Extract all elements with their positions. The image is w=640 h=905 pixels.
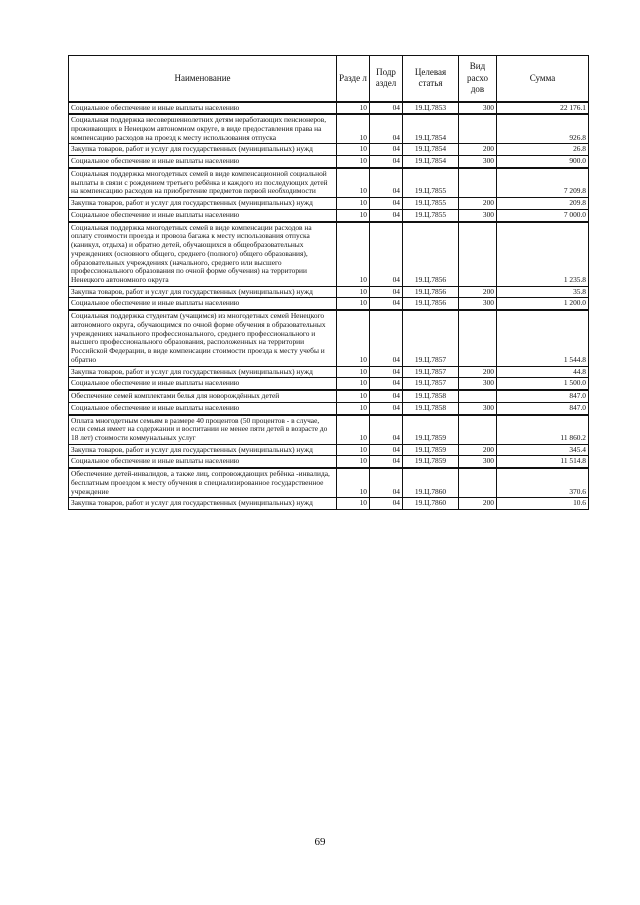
table-row [69, 222, 589, 287]
cell-sum: 209.8 [497, 198, 589, 210]
cell-subsection: 04 [370, 209, 403, 221]
cell-section: 10 [337, 378, 370, 390]
cell-subsection: 04 [370, 102, 403, 115]
cell-section: 10 [337, 366, 370, 378]
cell-kind [459, 310, 497, 366]
table-body [69, 102, 589, 510]
cell-subsection: 04 [370, 468, 403, 498]
cell-sum: 1 235.8 [497, 222, 589, 287]
cell-kind: 300 [459, 456, 497, 468]
cell-kind: 200 [459, 444, 497, 456]
cell-sum: 1 200.0 [497, 298, 589, 310]
cell-article: 19.Ц.7859 [403, 444, 459, 456]
header-kind: Вид расхо дов [459, 56, 497, 102]
cell-subsection: 04 [370, 366, 403, 378]
header-name: Наименование [69, 56, 337, 102]
cell-article: 19.Ц.7857 [403, 378, 459, 390]
table-row [69, 498, 589, 510]
table-row [69, 456, 589, 468]
cell-section: 10 [337, 286, 370, 298]
table-row [69, 298, 589, 310]
cell-subsection: 04 [370, 415, 403, 445]
cell-article: 19.Ц.7853 [403, 102, 459, 115]
table-header-row [69, 56, 589, 102]
budget-table [68, 55, 589, 510]
cell-name: Закупка товаров, работ и услуг для государственных (муниципальных) нужд [69, 444, 337, 456]
cell-kind: 200 [459, 286, 497, 298]
cell-section: 10 [337, 114, 370, 144]
cell-section: 10 [337, 390, 370, 402]
cell-subsection: 04 [370, 168, 403, 198]
table-row [69, 390, 589, 402]
cell-kind: 300 [459, 298, 497, 310]
cell-name: Социальное обеспечение и иные выплаты населению [69, 456, 337, 468]
cell-kind: 300 [459, 209, 497, 221]
cell-name: Социальное обеспечение и иные выплаты населению [69, 402, 337, 414]
cell-sum: 22 176.1 [497, 102, 589, 115]
cell-section: 10 [337, 222, 370, 287]
cell-section: 10 [337, 168, 370, 198]
cell-kind: 200 [459, 498, 497, 510]
cell-name: Социальная поддержка студентам (учащимся) из многодетных семей Ненецкого автономного округа, обучающимся по очной форме обучения в образовательных учреждениях начального профессионального, среднего профессионального и высшего профессионального образования, расположенных на территории Российской Федерации, в виде компенсации стоимости проезда к месту учебы и обратно [69, 310, 337, 366]
cell-subsection: 04 [370, 378, 403, 390]
table-row [69, 286, 589, 298]
cell-name: Социальное обеспечение и иные выплаты населению [69, 156, 337, 168]
cell-sum: 847.0 [497, 402, 589, 414]
cell-name: Закупка товаров, работ и услуг для государственных (муниципальных) нужд [69, 144, 337, 156]
cell-subsection: 04 [370, 456, 403, 468]
cell-name: Социальное обеспечение и иные выплаты населению [69, 298, 337, 310]
page-number: 69 [314, 836, 326, 848]
cell-subsection: 04 [370, 390, 403, 402]
cell-section: 10 [337, 156, 370, 168]
cell-section: 10 [337, 402, 370, 414]
cell-article: 19.Ц.7854 [403, 114, 459, 144]
budget-table-container [68, 55, 588, 510]
table-row [69, 468, 589, 498]
cell-name: Социальная поддержка многодетных семей в виде компенсационной социальной выплаты в связи с рождением третьего ребёнка и каждого из последующих детей на компенсацию расходов на приобретение предметов первой необходимости [69, 168, 337, 198]
cell-sum: 1 500.0 [497, 378, 589, 390]
cell-sum: 35.8 [497, 286, 589, 298]
cell-sum: 900.0 [497, 156, 589, 168]
cell-article: 19.Ц.7858 [403, 402, 459, 414]
cell-article: 19.Ц.7855 [403, 198, 459, 210]
cell-section: 10 [337, 209, 370, 221]
cell-name: Обеспечение детей-инвалидов, а также лиц, сопровождающих ребёнка -инвалида, бесплатным проездом к месту обучения в специализированное государственное учреждение [69, 468, 337, 498]
cell-subsection: 04 [370, 286, 403, 298]
table-row [69, 402, 589, 414]
cell-article: 19.Ц.7854 [403, 156, 459, 168]
cell-section: 10 [337, 144, 370, 156]
cell-sum: 7 209.8 [497, 168, 589, 198]
table-row [69, 168, 589, 198]
cell-section: 10 [337, 498, 370, 510]
cell-kind: 200 [459, 144, 497, 156]
cell-sum: 7 000.0 [497, 209, 589, 221]
cell-subsection: 04 [370, 498, 403, 510]
table-row [69, 156, 589, 168]
cell-kind [459, 390, 497, 402]
table-row [69, 415, 589, 445]
cell-name: Оплата многодетным семьям в размере 40 процентов (50 процентов - в случае, если семья имеет на содержании и воспитании не менее пяти детей в возрасте до 18 лет) стоимости коммунальных услуг [69, 415, 337, 445]
cell-article: 19.Ц.7860 [403, 468, 459, 498]
header-subsection: Подр аздел [370, 56, 403, 102]
cell-section: 10 [337, 415, 370, 445]
header-article: Целевая статья [403, 56, 459, 102]
cell-subsection: 04 [370, 114, 403, 144]
table-row [69, 198, 589, 210]
table-row [69, 378, 589, 390]
cell-section: 10 [337, 198, 370, 210]
cell-sum: 847.0 [497, 390, 589, 402]
cell-kind: 200 [459, 198, 497, 210]
cell-article: 19.Ц.7854 [403, 144, 459, 156]
cell-section: 10 [337, 310, 370, 366]
cell-kind [459, 114, 497, 144]
cell-subsection: 04 [370, 198, 403, 210]
cell-subsection: 04 [370, 298, 403, 310]
table-row [69, 102, 589, 115]
cell-sum: 926.8 [497, 114, 589, 144]
cell-name: Закупка товаров, работ и услуг для государственных (муниципальных) нужд [69, 198, 337, 210]
cell-article: 19.Ц.7857 [403, 310, 459, 366]
cell-section: 10 [337, 298, 370, 310]
cell-article: 19.Ц.7857 [403, 366, 459, 378]
cell-kind: 300 [459, 402, 497, 414]
cell-section: 10 [337, 102, 370, 115]
cell-name: Социальное обеспечение и иные выплаты населению [69, 209, 337, 221]
cell-name: Обеспечение семей комплектами белья для новорождённых детей [69, 390, 337, 402]
table-row [69, 310, 589, 366]
cell-article: 19.Ц.7860 [403, 498, 459, 510]
cell-subsection: 04 [370, 144, 403, 156]
header-section: Разде л [337, 56, 370, 102]
cell-kind [459, 222, 497, 287]
cell-sum: 11 860.2 [497, 415, 589, 445]
table-row [69, 366, 589, 378]
cell-kind: 300 [459, 156, 497, 168]
table-row [69, 444, 589, 456]
cell-section: 10 [337, 444, 370, 456]
cell-article: 19.Ц.7859 [403, 415, 459, 445]
cell-section: 10 [337, 468, 370, 498]
cell-article: 19.Ц.7856 [403, 222, 459, 287]
cell-kind: 300 [459, 102, 497, 115]
cell-subsection: 04 [370, 222, 403, 287]
cell-kind [459, 415, 497, 445]
table-row [69, 209, 589, 221]
cell-article: 19.Ц.7856 [403, 286, 459, 298]
cell-sum: 26.8 [497, 144, 589, 156]
header-sum: Сумма [497, 56, 589, 102]
cell-subsection: 04 [370, 444, 403, 456]
cell-name: Социальное обеспечение и иные выплаты населению [69, 378, 337, 390]
cell-kind [459, 168, 497, 198]
cell-article: 19.Ц.7855 [403, 209, 459, 221]
cell-sum: 44.8 [497, 366, 589, 378]
cell-kind [459, 468, 497, 498]
table-row [69, 114, 589, 144]
cell-name: Социальное обеспечение и иные выплаты населению [69, 102, 337, 115]
cell-article: 19.Ц.7858 [403, 390, 459, 402]
cell-sum: 1 544.8 [497, 310, 589, 366]
cell-name: Закупка товаров, работ и услуг для государственных (муниципальных) нужд [69, 366, 337, 378]
cell-article: 19.Ц.7859 [403, 456, 459, 468]
cell-name: Социальная поддержка многодетных семей в виде компенсации расходов на оплату стоимости проезда и провоза багажа к месту использования отпуска (каникул, отдыха) и обратно детей, обучающихся в общеобразовательных учреждениях (основного общего, среднего (полного) общего образования), образовательных учреждениях (начального, среднего или высшего профессионального образования по очной форме обучения) на территории Ненецкого автономного округа [69, 222, 337, 287]
cell-name: Социальная поддержка несовершеннолетних детям неработающих пенсионеров, проживающих в Ненецком автономном округе, в виде предоставления права на компенсацию расходов на проезд к месту использования отпуска [69, 114, 337, 144]
cell-sum: 10.6 [497, 498, 589, 510]
cell-section: 10 [337, 456, 370, 468]
cell-article: 19.Ц.7856 [403, 298, 459, 310]
cell-subsection: 04 [370, 310, 403, 366]
cell-subsection: 04 [370, 402, 403, 414]
cell-subsection: 04 [370, 156, 403, 168]
cell-kind: 300 [459, 378, 497, 390]
cell-article: 19.Ц.7855 [403, 168, 459, 198]
table-row [69, 144, 589, 156]
cell-sum: 11 514.8 [497, 456, 589, 468]
cell-name: Закупка товаров, работ и услуг для государственных (муниципальных) нужд [69, 498, 337, 510]
cell-sum: 345.4 [497, 444, 589, 456]
cell-sum: 370.6 [497, 468, 589, 498]
cell-kind: 200 [459, 366, 497, 378]
cell-name: Закупка товаров, работ и услуг для государственных (муниципальных) нужд [69, 286, 337, 298]
